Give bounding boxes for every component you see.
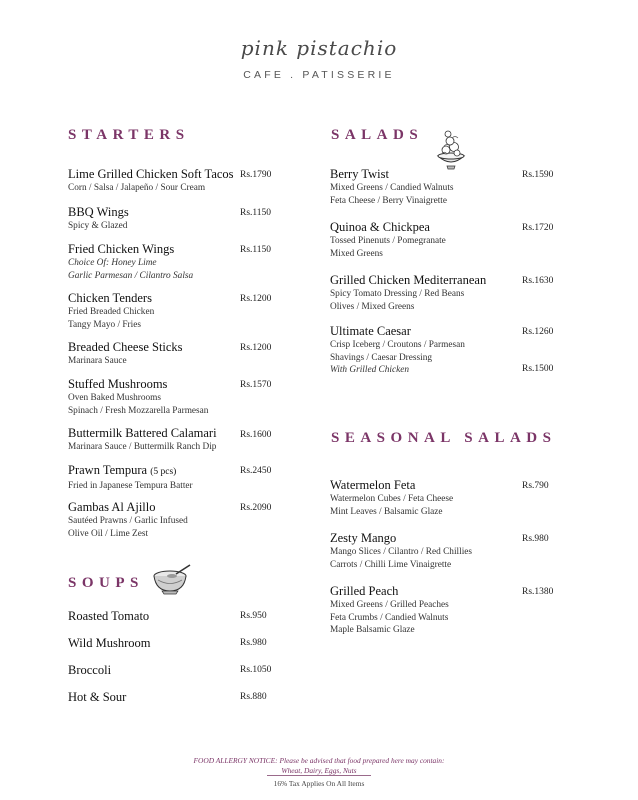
allergy-notice xyxy=(0,756,638,775)
menu-item xyxy=(330,167,454,207)
item-desc: Spicy Tomato Dressing / Red Beans xyxy=(330,289,465,299)
menu-item xyxy=(68,426,217,454)
menu-item xyxy=(68,242,193,282)
brand-logo: pink pistachio xyxy=(240,36,398,60)
item-desc: Mixed Greens / Grilled Peaches xyxy=(330,600,449,610)
item-name: Watermelon Feta xyxy=(330,478,416,492)
menu-item xyxy=(330,324,465,377)
item-desc: Oven Baked Mushrooms xyxy=(68,393,161,403)
item-price: Rs.950 xyxy=(240,611,267,621)
item-desc: Carrots / Chilli Lime Vinaigrette xyxy=(330,559,452,570)
item-name: Roasted Tomato xyxy=(68,609,150,623)
item-desc: Crisp Iceberg / Croutons / Parmesan xyxy=(330,340,465,350)
menu-item xyxy=(68,291,154,331)
item-desc: Tangy Mayo / Fries xyxy=(68,319,141,330)
item-desc: Marinara Sauce / Buttermilk Ranch Dip xyxy=(68,442,217,452)
section-title-salads: SALADS xyxy=(331,127,424,143)
menu-item xyxy=(68,205,129,233)
item-desc: Mint Leaves / Balsamic Glaze xyxy=(330,506,443,517)
item-desc: Olive Oil / Lime Zest xyxy=(68,528,149,539)
item-desc: Watermelon Cubes / Feta Cheese xyxy=(330,494,454,504)
menu-item xyxy=(68,636,150,651)
item-desc: Spinach / Fresh Mozzarella Parmesan xyxy=(68,405,209,416)
item-price: Rs.980 xyxy=(240,638,267,648)
menu-item xyxy=(330,220,446,260)
item-desc: Olives / Mixed Greens xyxy=(330,301,415,312)
item-desc: Feta Cheese / Berry Vinaigrette xyxy=(330,195,447,206)
menu-item xyxy=(68,167,234,195)
addon-price: Rs.1500 xyxy=(522,364,554,374)
item-name: Lime Grilled Chicken Soft Tacos xyxy=(68,167,234,181)
item-name: BBQ Wings xyxy=(68,205,129,219)
item-desc: Fried Breaded Chicken xyxy=(68,307,155,317)
item-name: Chicken Tenders xyxy=(68,291,152,305)
item-price: Rs.880 xyxy=(240,692,267,702)
menu-item xyxy=(330,478,453,518)
item-desc: Garlic Parmesan / Cilantro Salsa xyxy=(68,270,194,281)
item-price: Rs.1630 xyxy=(522,276,554,286)
menu-item xyxy=(68,663,111,678)
section-title-seasonal-salads: SEASONAL SALADS xyxy=(331,430,557,446)
item-name: Hot & Sour xyxy=(68,690,127,704)
allergy-notice-line1: FOOD ALLERGY NOTICE: Please be advised that food prepared here may contain: xyxy=(193,756,445,765)
item-price: Rs.1600 xyxy=(240,430,272,440)
item-name: Fried Chicken Wings xyxy=(68,242,175,256)
item-desc: Corn / Salsa / Jalapeño / Sour Cream xyxy=(68,183,206,193)
item-price: Rs.1570 xyxy=(240,380,272,390)
item-name: Ultimate Caesar xyxy=(330,324,411,338)
item-name: Grilled Chicken Mediterranean xyxy=(330,273,487,287)
item-name: Gambas Al Ajillo xyxy=(68,500,156,514)
item-price: Rs.1590 xyxy=(522,170,554,180)
menu-item xyxy=(68,500,188,540)
item-name: Breaded Cheese Sticks xyxy=(68,340,183,354)
menu-item xyxy=(68,609,149,624)
item-price: Rs.1200 xyxy=(240,343,272,353)
tax-note: 16% Tax Applies On All Items xyxy=(273,779,365,788)
item-name: Buttermilk Battered Calamari xyxy=(68,426,217,440)
allergy-notice-line2: Wheat, Dairy, Eggs, Nuts xyxy=(281,765,357,775)
menu-item xyxy=(330,531,472,571)
item-name-text: Prawn Tempura xyxy=(68,463,148,477)
item-price: Rs.1380 xyxy=(522,587,554,597)
item-name: Broccoli xyxy=(68,663,112,677)
item-price: Rs.2450 xyxy=(240,466,272,476)
menu-item xyxy=(330,273,486,313)
item-desc: Mixed Greens / Candied Walnuts xyxy=(330,183,454,193)
item-desc: Choice Of: Honey Lime xyxy=(68,258,157,268)
item-price: Rs.1150 xyxy=(240,208,272,218)
item-desc: Mixed Greens xyxy=(330,248,383,259)
item-desc: Sautéed Prawns / Garlic Infused xyxy=(68,516,188,526)
item-name-suffix: (5 pcs) xyxy=(150,467,177,477)
menu-item xyxy=(68,340,183,368)
item-name: Stuffed Mushrooms xyxy=(68,377,168,391)
menu-item xyxy=(68,377,208,417)
brand-tagline: CAFE . PATISSERIE xyxy=(243,69,395,81)
item-name: Zesty Mango xyxy=(330,531,397,545)
item-price: Rs.1050 xyxy=(240,665,272,675)
menu-item xyxy=(68,690,126,705)
section-title-starters: STARTERS xyxy=(68,127,190,143)
item-price: Rs.2090 xyxy=(240,503,272,513)
item-desc: Spicy & Glazed xyxy=(68,221,128,231)
item-desc: Feta Crumbs / Candied Walnuts xyxy=(330,612,449,623)
item-name: Grilled Peach xyxy=(330,584,399,598)
item-desc: Fried in Japanese Tempura Batter xyxy=(68,481,193,491)
item-name: Quinoa & Chickpea xyxy=(330,220,430,234)
item-name: Wild Mushroom xyxy=(68,636,151,650)
divider xyxy=(267,775,371,776)
item-price: Rs.1790 xyxy=(240,170,272,180)
item-price: Rs.790 xyxy=(522,481,549,491)
item-desc: Tossed Pinenuts / Pomegranate xyxy=(330,236,446,246)
item-desc: Shavings / Caesar Dressing xyxy=(330,352,432,363)
item-price: Rs.1720 xyxy=(522,223,554,233)
section-title-soups: SOUPS xyxy=(68,575,144,591)
item-name xyxy=(68,463,193,480)
item-price: Rs.1150 xyxy=(240,245,272,255)
item-addon: With Grilled Chicken xyxy=(330,365,410,375)
item-price: Rs.1200 xyxy=(240,294,272,304)
item-desc: Mango Slices / Cilantro / Red Chillies xyxy=(330,547,473,557)
item-desc: Maple Balsamic Glaze xyxy=(330,625,415,635)
item-desc: Marinara Sauce xyxy=(68,356,127,366)
menu-item xyxy=(68,463,193,493)
item-price: Rs.1260 xyxy=(522,327,554,337)
item-price: Rs.980 xyxy=(522,534,549,544)
menu-item xyxy=(330,584,449,637)
soup-bowl-icon xyxy=(150,563,192,600)
item-name: Berry Twist xyxy=(330,167,389,181)
